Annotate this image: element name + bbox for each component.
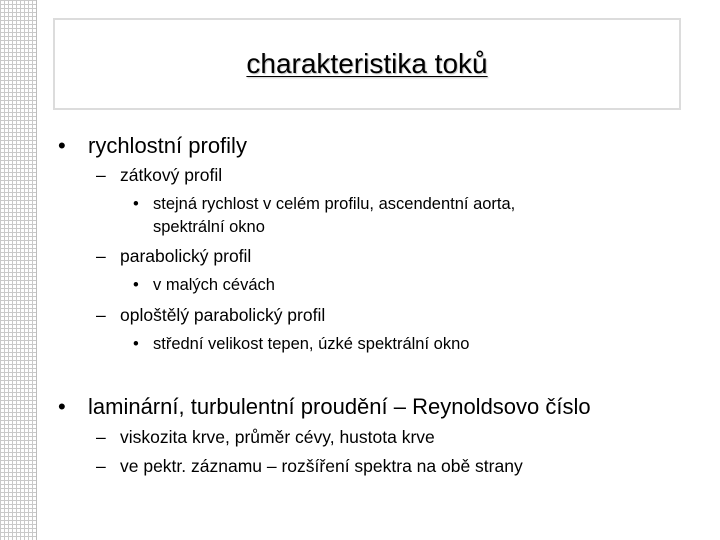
dash-icon: – — [96, 456, 106, 476]
bullet-icon: • — [58, 394, 66, 419]
subsubbullet-stejna-rychlost: stejná rychlost v celém profilu, ascendentní aorta, — [153, 195, 516, 213]
dash-icon: – — [96, 165, 106, 185]
subbullet-parabolicky-profil: parabolický profil — [120, 246, 252, 266]
bullet-icon: • — [58, 133, 66, 158]
bullet-laminarni: laminární, turbulentní proudění – Reynoldsovo číslo — [88, 394, 591, 419]
bullet-icon: • — [133, 276, 139, 294]
subsubbullet-v-malych-cevach: v malých cévách — [153, 276, 275, 294]
dash-icon: – — [96, 305, 106, 325]
decorative-grid-strip — [0, 0, 37, 540]
slide-title: charakteristika toků — [246, 48, 488, 79]
dash-icon: – — [96, 246, 106, 266]
subbullet-ve-pektr: ve pektr. záznamu – rozšíření spektra na obě strany — [120, 456, 523, 476]
subbullet-zatkovy-profil: zátkový profil — [120, 165, 223, 185]
subbullet-oplosteny-profil: oploštělý parabolický profil — [120, 305, 326, 325]
bullet-rychlostni-profily: rychlostní profily — [88, 133, 247, 158]
title-box — [53, 18, 681, 110]
subbullet-viskozita: viskozita krve, průměr cévy, hustota krve — [120, 427, 435, 447]
subsubbullet-stredni-velikost: střední velikost tepen, úzké spektrální okno — [153, 335, 470, 353]
bullet-icon: • — [133, 335, 139, 353]
dash-icon: – — [96, 427, 106, 447]
bullet-icon: • — [133, 195, 139, 213]
subsubbullet-stejna-rychlost-cont: spektrální okno — [153, 218, 265, 236]
